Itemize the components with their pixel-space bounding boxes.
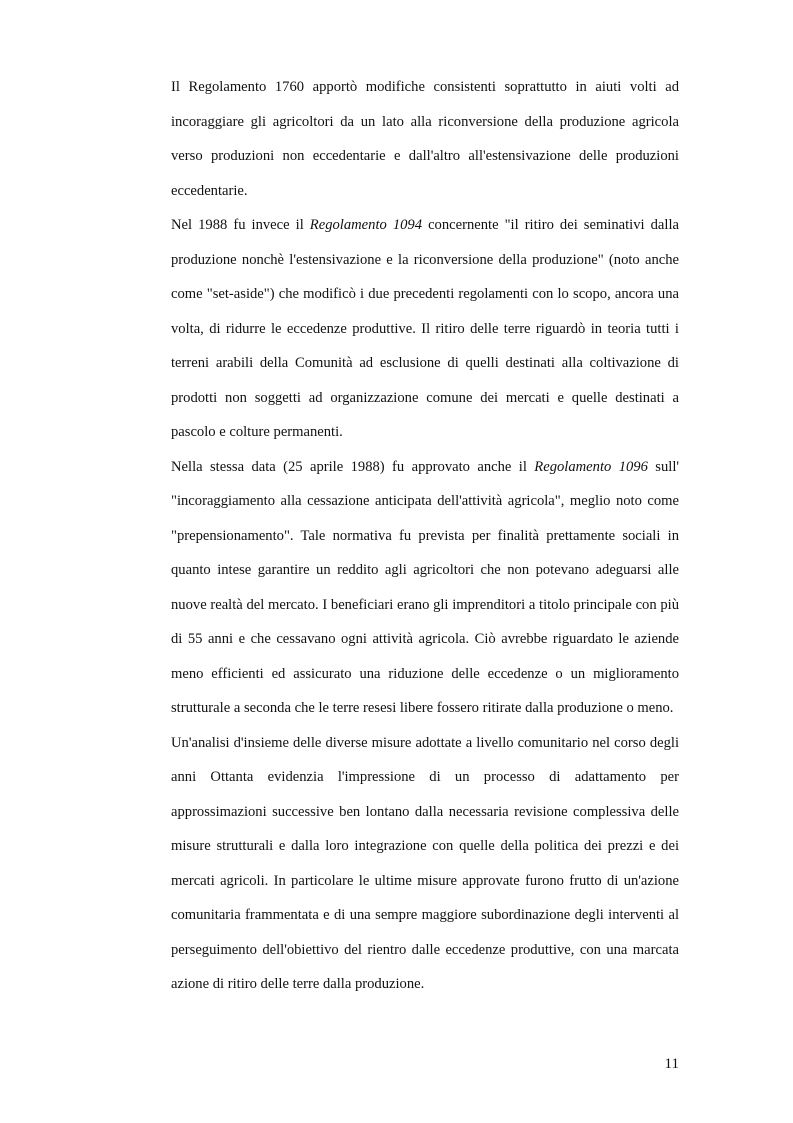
regulation-name-1096: Regolamento 1096 [534,458,648,475]
paragraph-analysis: Un'analisi d'insieme delle diverse misure adottate a livello comunitario nel corso degli anni Ottanta evidenzia l'impressione di un processo di adattamento per approssimazioni successive ben lontano dalla necessaria revisione complessiva delle misure strutturali e dalla loro integrazione con quelle della politica dei prezzi e dei mercati agricoli. In particolare le ultime misure approvate furono frutto di un'azione comunitaria frammentata e di una sempre maggiore subordinazione degli interventi al perseguimento dell'obiettivo del rientro dalle eccedenze produttive, con una marcata azione di ritiro delle terre dalla produzione. [171,734,679,992]
paragraph-regolamento-1096 [171,450,679,726]
paragraph-text-after: concernente "il ritiro dei seminativi dalla produzione nonchè l'estensivazione e la riconversione della produzione" (noto anche come "set-aside") che modificò i due precedenti regolamenti con lo scopo, ancora una volta, di ridurre le eccedenze produttive. Il ritiro delle terre riguardò in teoria tutti i terreni arabili della Comunità ad esclusione di quelli destinati alla coltivazione di prodotti non soggetti ad organizzazione comune dei mercati e quelle destinati a pascolo e colture permanenti. [171,217,679,440]
paragraph-regolamento-1760: Il Regolamento 1760 apportò modifiche consistenti soprattutto in aiuti volti ad incoraggiare gli agricoltori da un lato alla riconversione della produzione agricola verso produzioni non eccedentarie e dall'altro all'estensivazione delle produzioni eccedentarie. [171,79,679,199]
paragraph-text-after: sull' "incoraggiamento alla cessazione anticipata dell'attività agricola", meglio noto come "prepensionamento". Tale normativa fu prevista per finalità prettamente sociali in quanto intese garantire un reddito agli agricoltori che non potevano adeguarsi alle nuove realtà del mercato. I beneficiari erano gli imprenditori a titolo principale con più di 55 anni e che cessavano ogni attività agricola. Ciò avrebbe riguardato le aziende meno efficienti ed assicurato una riduzione delle eccedenze o un miglioramento strutturale a seconda che le terre resesi libere fossero ritirate dalla produzione o meno. [171,458,680,716]
paragraph-regolamento-1094 [171,208,679,450]
paragraph-text-before: Nel 1988 fu invece il [171,217,310,233]
paragraph-text-before: Nella stessa data (25 aprile 1988) fu approvato anche il [171,458,535,475]
page-body [171,70,679,1002]
page-number: 11 [664,1056,679,1072]
regulation-name-1094: Regolamento 1094 [309,217,423,233]
